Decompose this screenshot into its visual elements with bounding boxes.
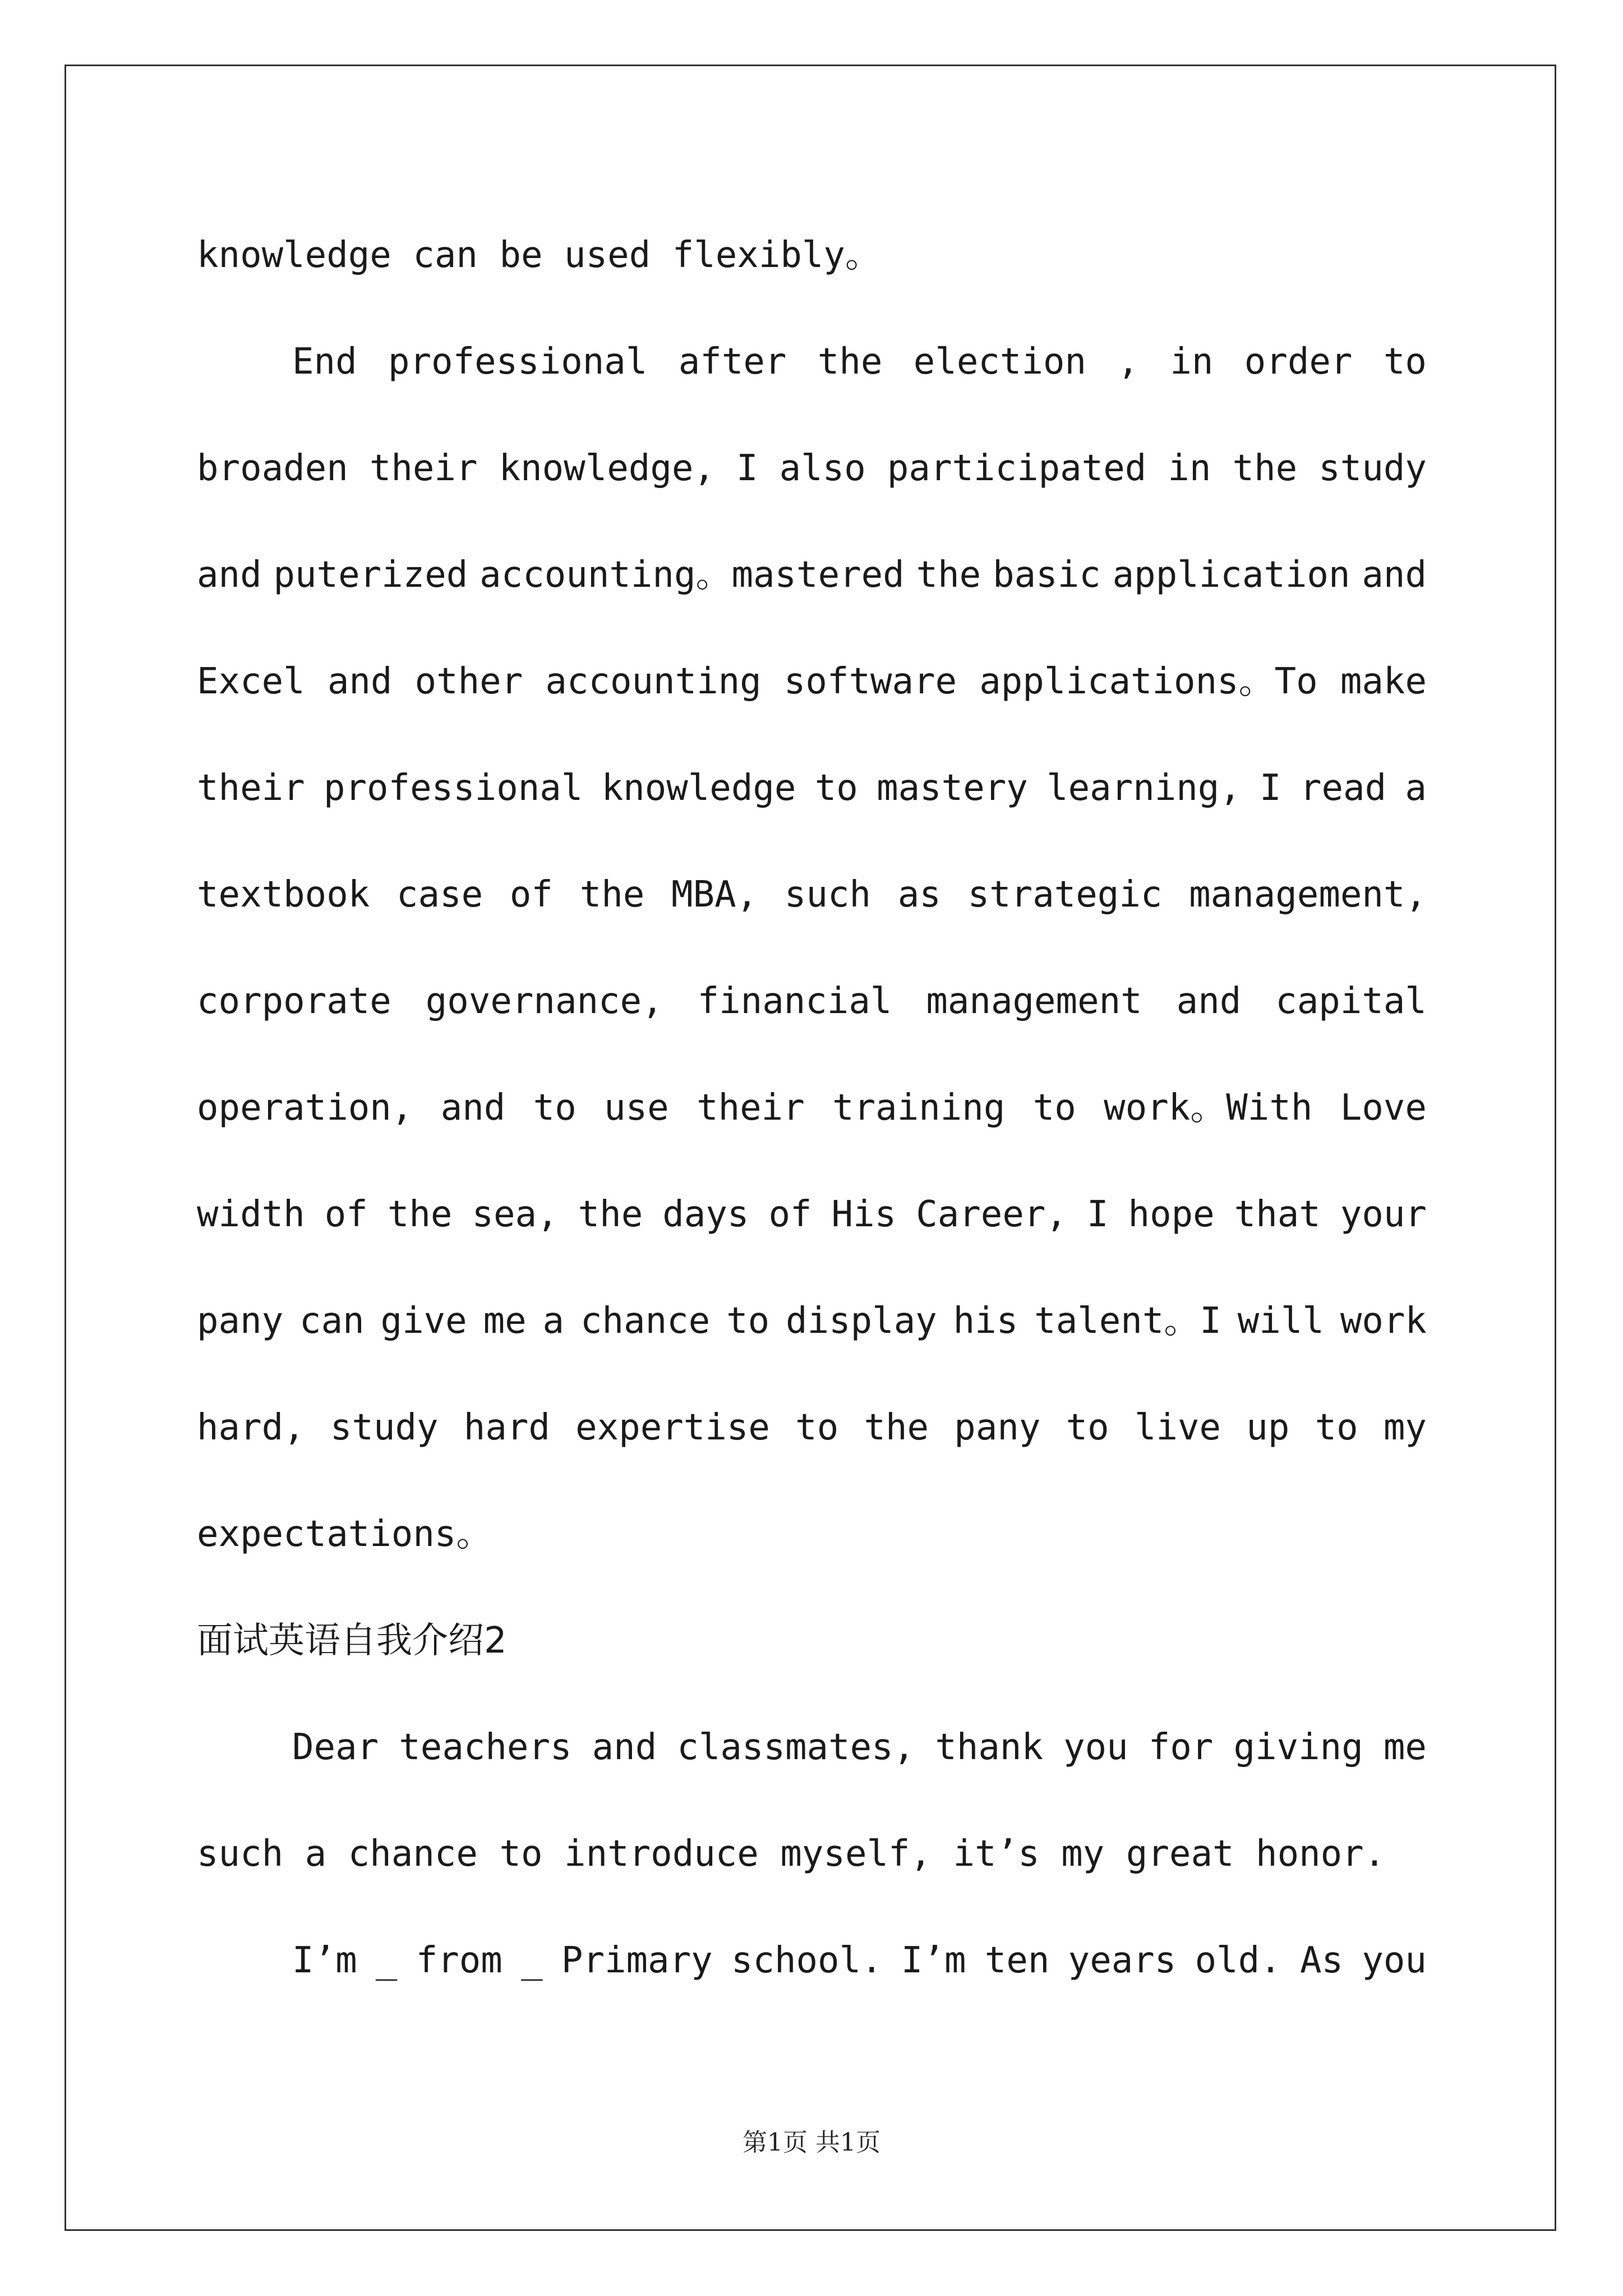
word: order <box>1244 341 1353 383</box>
word: pany <box>954 1407 1041 1448</box>
word: study <box>1318 448 1427 489</box>
word: work。With <box>1104 1087 1313 1129</box>
word: read <box>1299 767 1387 809</box>
text-line <box>197 628 1427 735</box>
word: a <box>542 1300 565 1342</box>
document-body <box>197 202 1427 2014</box>
word: the <box>916 554 981 596</box>
word: can <box>299 1300 365 1342</box>
word: your <box>1340 1194 1427 1235</box>
text-line <box>197 1055 1427 1161</box>
word: sea, <box>472 1194 559 1235</box>
word: from <box>416 1940 502 1981</box>
word: management <box>926 981 1142 1022</box>
word: me <box>483 1300 527 1342</box>
word: chance <box>580 1300 711 1342</box>
word: to <box>533 1087 577 1129</box>
word: classmates, <box>677 1727 915 1768</box>
word: , <box>1117 341 1139 383</box>
word: I <box>1260 767 1281 809</box>
word: puterized <box>273 554 468 596</box>
word: As <box>1300 1940 1344 1981</box>
word: operation, <box>197 1087 413 1129</box>
word: governance, <box>425 981 663 1022</box>
word: study <box>330 1407 439 1448</box>
word: participated <box>887 448 1147 489</box>
word: ten <box>984 1940 1050 1981</box>
word: corporate <box>197 981 391 1022</box>
word: of <box>324 1194 368 1235</box>
paragraph-group-1 <box>197 202 1427 1588</box>
word: and <box>1176 981 1242 1022</box>
word: and <box>1362 554 1427 596</box>
text-line <box>197 1907 1427 2014</box>
word: their <box>369 448 478 489</box>
word: knowledge <box>601 767 796 809</box>
text-line <box>197 1694 1427 1801</box>
word: knowledge, <box>499 448 715 489</box>
word: will <box>1237 1300 1324 1342</box>
word: to <box>795 1407 839 1448</box>
word: the <box>1232 448 1298 489</box>
word: election <box>913 341 1087 383</box>
word: applications。To <box>979 661 1318 702</box>
word: mastery <box>877 767 1028 809</box>
word: strategic <box>967 874 1163 915</box>
word: _ <box>521 1940 543 1981</box>
word: as <box>897 874 941 915</box>
word: End <box>292 341 357 383</box>
word: capital <box>1275 981 1427 1022</box>
word: I’m <box>292 1940 357 1981</box>
word: such <box>784 874 872 915</box>
word: hard <box>463 1407 550 1448</box>
text-line <box>197 735 1427 841</box>
text-line: expectations。 <box>197 1513 492 1555</box>
word: professional <box>388 341 648 383</box>
word: school. <box>731 1940 883 1981</box>
word: the <box>579 874 645 915</box>
word: work <box>1340 1300 1427 1342</box>
word: the <box>864 1407 929 1448</box>
page-number-footer: 第1页 共1页 <box>743 2128 880 2157</box>
word: to <box>1315 1407 1358 1448</box>
word: that <box>1234 1194 1321 1235</box>
word: basic <box>993 554 1101 596</box>
text-line <box>197 1161 1427 1268</box>
word: after <box>678 341 787 383</box>
word: to <box>1383 341 1427 383</box>
word: teachers <box>399 1727 572 1768</box>
word: textbook <box>197 874 370 915</box>
word: you <box>1362 1940 1427 1981</box>
word: accounting。mastered <box>479 554 905 596</box>
word: giving <box>1233 1727 1363 1768</box>
word: live <box>1134 1407 1221 1448</box>
text-line: such a chance to introduce myself, it’s my great honor. <box>197 1833 1386 1875</box>
word: hard, <box>197 1407 305 1448</box>
text-line <box>197 415 1427 522</box>
word: give <box>380 1300 467 1342</box>
word: I <box>1086 1194 1109 1235</box>
word: to <box>814 767 858 809</box>
paragraph-group-2 <box>197 1694 1427 2014</box>
word: you <box>1063 1727 1128 1768</box>
word: and <box>197 554 262 596</box>
word: up <box>1246 1407 1290 1448</box>
word: thank <box>935 1727 1043 1768</box>
word: me <box>1383 1727 1427 1768</box>
word: display <box>786 1300 937 1342</box>
text-line <box>197 1268 1427 1374</box>
word: their <box>197 767 305 809</box>
word: in <box>1168 448 1211 489</box>
word: Dear <box>292 1727 379 1768</box>
word: width <box>197 1194 305 1235</box>
word: Love <box>1340 1087 1427 1129</box>
word: in <box>1170 341 1214 383</box>
word: other <box>414 661 523 702</box>
word: training <box>832 1087 1006 1129</box>
section-heading: 面试英语自我介绍2 <box>197 1620 507 1662</box>
word: the <box>578 1194 643 1235</box>
word: broaden <box>197 448 348 489</box>
word: and <box>440 1087 506 1129</box>
word: years <box>1068 1940 1177 1981</box>
word: my <box>1383 1407 1427 1448</box>
word: to <box>726 1300 770 1342</box>
word: hope <box>1128 1194 1215 1235</box>
word: learning, <box>1046 767 1241 809</box>
text-line <box>197 309 1427 415</box>
text-line <box>197 1374 1427 1481</box>
word: Excel <box>197 661 305 702</box>
word: make <box>1340 661 1427 702</box>
word: old. <box>1195 1940 1281 1981</box>
word: of <box>768 1194 812 1235</box>
word: software <box>783 661 957 702</box>
word: for <box>1148 1727 1214 1768</box>
word: expertise <box>575 1407 770 1448</box>
word: pany <box>197 1300 284 1342</box>
word: I’m <box>901 1940 966 1981</box>
word: of <box>509 874 553 915</box>
word: talent。I <box>1034 1300 1221 1342</box>
word: professional <box>323 767 583 809</box>
word: and <box>327 661 393 702</box>
word: also <box>779 448 866 489</box>
word: days <box>662 1194 749 1235</box>
word: the <box>387 1194 453 1235</box>
word: MBA, <box>671 874 758 915</box>
word: use <box>604 1087 669 1129</box>
word: Career, <box>916 1194 1067 1235</box>
word: case <box>396 874 483 915</box>
text-line <box>197 522 1427 628</box>
word: to <box>1032 1087 1076 1129</box>
word: management, <box>1189 874 1427 915</box>
word: the <box>817 341 883 383</box>
word: and <box>592 1727 657 1768</box>
word: Primary <box>561 1940 713 1981</box>
text-line <box>197 841 1427 948</box>
word: _ <box>375 1940 398 1981</box>
word: their <box>697 1087 805 1129</box>
text-line: knowledge can be used flexibly。 <box>197 234 881 276</box>
word: financial <box>697 981 892 1022</box>
word: a <box>1405 767 1427 809</box>
word: to <box>1066 1407 1109 1448</box>
text-line <box>197 948 1427 1055</box>
word: application <box>1112 554 1350 596</box>
word: his <box>953 1300 1018 1342</box>
word: accounting <box>545 661 762 702</box>
word: His <box>831 1194 897 1235</box>
word: I <box>736 448 758 489</box>
